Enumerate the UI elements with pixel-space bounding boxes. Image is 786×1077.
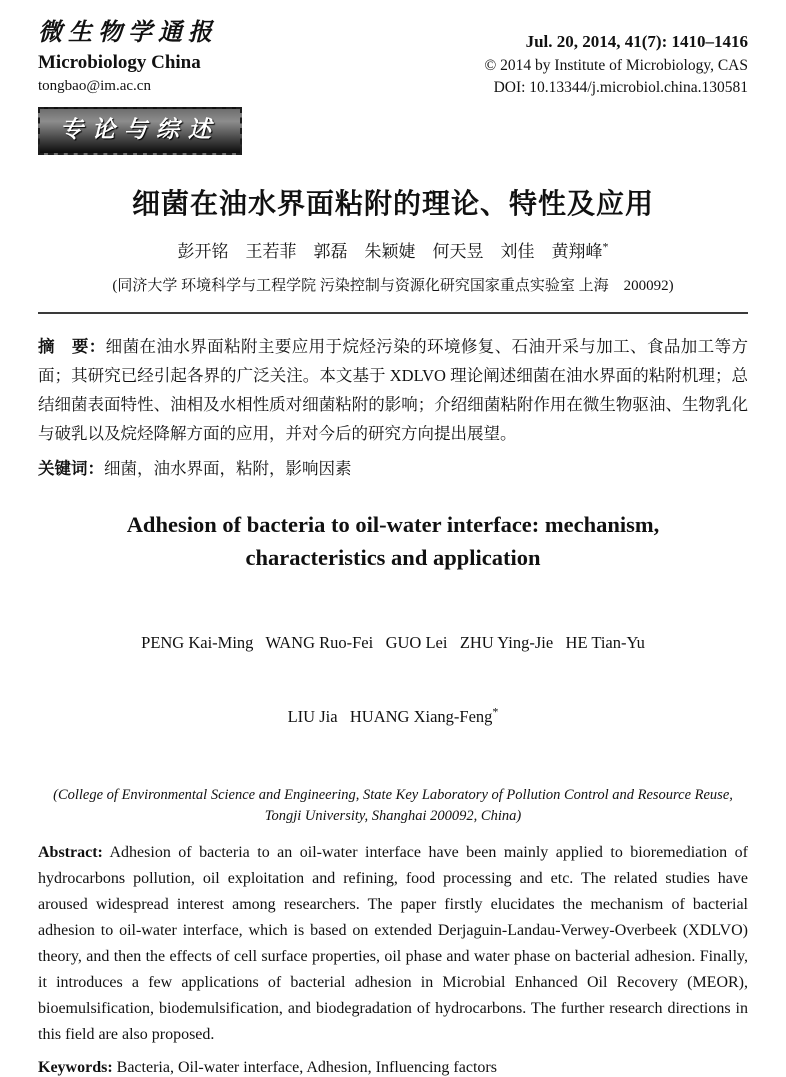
journal-header	[38, 18, 748, 155]
journal-identity	[38, 18, 242, 155]
keywords-cn	[38, 455, 748, 483]
affiliation-en: (College of Environmental Science and Engineering, State Key Laboratory of Pollution Control and Resource Reuse, Tongji University, Shanghai 200092, China)	[53, 786, 733, 824]
journal-name-en: Microbiology China	[38, 52, 201, 73]
authors-en	[38, 582, 748, 780]
keywords-en-label: Keywords:	[38, 1058, 113, 1076]
authors-en-line2-names: LIU Jia HUANG Xiang-Feng	[287, 707, 493, 727]
article-title-cn: 细菌在油水界面粘附的理论、特性及应用	[131, 188, 654, 220]
keywords-cn-label: 关键词：	[38, 459, 104, 479]
abstract-en-text: Adhesion of bacteria to an oil-water interface have been mainly applied to bioremediation of hydrocarbons pollution, oil exploitation and refining, food processing and etc. The related studies have aroused widespread interest among researchers. The paper firstly elucidates the mechanism of bacterial adhesion to oil-water interface, which is based on extended Derjaguin-Landau-Verwey-Overbeek (XDLVO) theory, and then the effects of cell surface properties, oil phase and water phase on bacterial adhesion. Finally, it introduces a few applications of bacterial adhesion in Microbial Enhanced Oil Recovery (MEOR), bioemulsification, biodemulsification, and biodegradation of hydrocarbons. The further research directions in this field are also proposed.	[38, 843, 748, 1043]
article-title-en	[38, 509, 748, 574]
keywords-en-text: Bacteria, Oil-water interface, Adhesion, Influencing factors	[116, 1058, 497, 1076]
authors-cn-names: 彭开铭 王若菲 郭磊 朱颖婕 何天昱 刘佳 黄翔峰	[177, 242, 603, 262]
abstract-cn-label: 摘 要：	[38, 337, 106, 357]
copyright-line: © 2014 by Institute of Microbiology, CAS	[484, 56, 748, 74]
doi-line: DOI: 10.13344/j.microbiol.china.130581	[493, 79, 748, 97]
issue-block	[485, 18, 749, 100]
corresponding-author-marker-cn: *	[602, 239, 609, 254]
keywords-cn-text: 细菌，油水界面，粘附，影响因素	[104, 459, 352, 479]
column-badge: 专论与综述	[38, 107, 242, 156]
journal-name-cn: 微生物学通报	[38, 20, 218, 46]
authors-en-line1: PENG Kai-Ming WANG Ruo-Fei GUO Lei ZHU Ying-Jie HE Tian-Yu	[141, 633, 645, 652]
article-title-en-line2: characteristics and application	[245, 544, 541, 570]
issue-info: Jul. 20, 2014, 41(7): 1410–1416	[525, 32, 748, 51]
journal-email: tongbao@im.ac.cn	[38, 77, 151, 94]
affiliation-cn: (同济大学 环境科学与工程学院 污染控制与资源化研究国家重点实验室 上海 200092)	[112, 278, 674, 295]
section-divider	[38, 312, 748, 314]
abstract-en	[38, 840, 748, 1048]
authors-cn	[38, 237, 748, 262]
abstract-cn-text: 细菌在油水界面粘附主要应用于烷烃污染的环境修复、石油开采与加工、食品加工等方面；其研究已经引起各界的广泛关注。本文基于 XDLVO 理论阐述细菌在油水界面的粘附机理；总结细菌表面特性、油相及水相性质对细菌粘附的影响；介绍细菌粘附作用在微生物驱油、生物乳化与破乳以及烷烃降解方面的应用，并对今后的研究方向提出展望。	[38, 337, 749, 444]
keywords-en	[38, 1059, 748, 1077]
article-title-en-line1: Adhesion of bacteria to oil-water interface: mechanism,	[126, 512, 660, 538]
corresponding-author-marker-en: *	[492, 704, 499, 719]
abstract-cn	[38, 332, 748, 448]
authors-en-line2	[38, 705, 748, 730]
abstract-en-label: Abstract:	[38, 843, 103, 861]
